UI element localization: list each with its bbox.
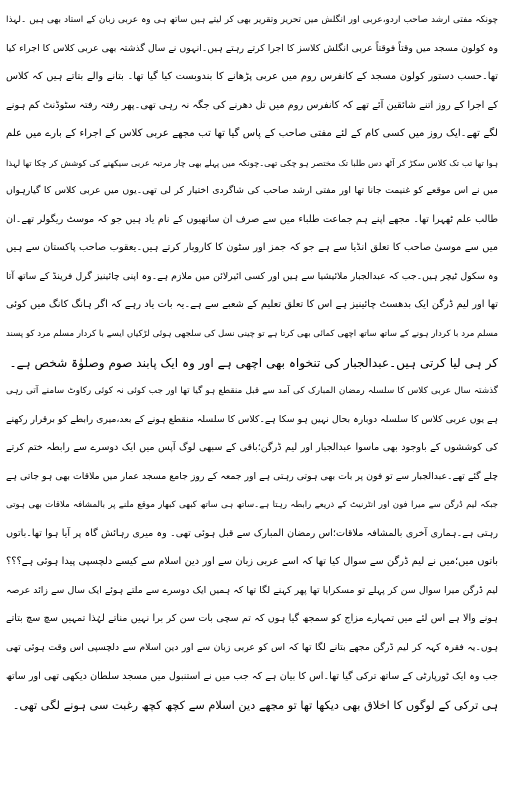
- text-line-20: باتوں میں؛میں نے لیم ڈرگن سے سوال کیا تھا کہ اسے عربی زبان سے اور دین اسلام سے کیسے دلچسپی پیدا ہوئی ہے؟؟؟: [6, 556, 498, 568]
- text-line-16: کی کوششوں کے باوجود بھی ماسوا عبدالجبار اور لیم ڈرگن؛باقی کے سبھی لوگ آپس میں ایک دوسرے سے رابطہ ختم کرتے: [6, 442, 498, 454]
- text-line-11: تھا اور لیم ڈرگن ایک بدھسٹ چائینیز ہے اس کا تعلق تعلیم کے شعبے سے ہے۔یہ بات یاد رہے کہ اگر ہانگ کانگ میں کوئی: [6, 299, 498, 311]
- text-line-3: تھا۔حسب دستور کولون مسجد کے کانفرس روم میں عربی پڑھانے کا بندوبست کیا گیا تھا۔ بتانے والے بتاتے ہیں کہ کلاس: [6, 71, 498, 83]
- text-line-24: جب وہ ایک ٹورپارٹی کے ساتھ ترکی گیا تھا۔اس کا بیان ہے کہ جب میں نے استنبول میں مسجد سلطان دیکھی تھی اور ساتھ: [6, 670, 498, 682]
- text-line-25: ہی ترکی کے لوگوں کا اخلاق بھی دیکھا تھا تو مجھے دین اسلام سے کچھ کچھ رغبت سی ہونے لگی تھی۔: [12, 698, 498, 713]
- text-line-10: وہ سکول ٹیچر ہیں۔جب کہ عبدالجبار ملائیشیا سے ہیں اور کسی ائیرلائن میں ملازم ہے۔وہ اپنی چائینیز گرل فرینڈ کے ساتھ آتا: [6, 270, 498, 282]
- text-line-8: طالب علم ٹھہرا تھا۔ مجھے اپنے ہم جماعت طلباء میں سے صرف ان ساتھیوں کے نام یاد ہیں جو کہ موسٹ ریگولر تھے۔ان: [6, 213, 498, 225]
- text-line-14: گذشتہ سال عربی کلاس کا سلسلہ رمضان المبارک کی آمد سے قبل منقطع ہو گیا تھا اور جب کوئی نہ کوئی رکاوٹ سامنے آتی رہی: [6, 386, 498, 397]
- text-line-1: چونکہ مفتی ارشد صاحب اردو،عربی اور انگلش میں تحریر وتقریر بھی کر لیتے ہیں ساتھ ہی وہ عربی زبان کے استاد بھی ہیں ۔لہذا: [6, 15, 498, 25]
- text-line-15: ہے یوں عربی کلاس کا سلسلہ دوبارہ بحال نہیں ہو سکا ہے۔کلاس کا سلسلہ منقطع ہونے کے بعد،میری رابطے کو برقرار رکھنے: [6, 413, 498, 425]
- text-line-21: لیم ڈرگن میرا سوال سن کر پہلے تو مسکرایا تھا پھر کہنے لگا تھا کہ ہمیں ایک دوسرے سے ملتے ہوئے ایک سال سے زائد عرصہ: [6, 584, 498, 596]
- text-line-6: ہوا تھا تب تک کلاس سکڑ کر آٹھ دس طلبا تک مختصر ہو چکی تھی۔چونکہ میں پہلے بھی چار مرتبہ عربی سیکھنے کی کوشش کر چکا تھا لہذا: [6, 157, 498, 168]
- text-line-12: مسلم مرد با کردار ہونے کے ساتھ ساتھ اچھی کمائی بھی کرتا ہے تو چینی نسل کی سلجھی ہوئی لڑکیاں ایسے با کردار مسلم مرد کو پسند: [6, 329, 498, 340]
- text-line-5: لگے تھے۔ایک روز میں کسی کام کے لئے مفتی صاحب کے پاس گیا تھا تب مجھے عربی کلاس کے اجراء کے بارے میں علم: [6, 128, 498, 140]
- text-line-4: کے اجرا کے روز اتنے شائقین آئے تھے کہ کانفرس روم میں تل دھرنے کی جگہ نہ رہی تھی۔پھر رفتہ رفتہ سٹوڈنٹ کم ہونے: [6, 99, 498, 111]
- text-line-18: جبکہ لیم ڈرگن سے میرا فون اور انٹرنیٹ کے ذریعے رابطہ رہتا ہے۔ساتھ ہی ساتھ کبھی کبھار موقع ملنے پر بالمشافہ ملاقات بھی ہوتی: [6, 500, 498, 511]
- text-line-13: کر ہی لیا کرتی ہیں۔عبدالجبار کی تنخواہ بھی اچھی ہے اور وہ ایک پابند صوم وصلوٰۃ شخص ہے۔: [9, 355, 498, 370]
- text-line-22: ہونے والا ہے اس لئے میں تمہارے مزاج کو سمجھ گیا ہوں کہ تم سچی بات سن کر برا نہیں مناتے لہٰذا تمہیں سچ سچ بتاتے: [6, 613, 498, 625]
- text-line-9: میں سے موسیٰ صاحب کا تعلق انڈیا سے ہے جو کہ جمز اور سٹون کا کاروبار کرتے ہیں۔یعقوب صاحب پاکستان سے ہیں: [6, 242, 498, 254]
- text-line-2: وہ کولون مسجد میں وقتاً فوقتاً عربی انگلش کلاسز کا اجرا کرتے رہتے ہیں۔انہوں نے سال گذشتہ بھی عربی کلاس کا اجراء کیا: [6, 42, 498, 54]
- text-line-7: میں نے اس موقعے کو غنیمت جانا تھا اور مفتی ارشد صاحب کی شاگردی اختیار کر لی تھی۔یوں میں عربی کلاس کا گیارہواں: [6, 185, 498, 197]
- text-line-17: چلے گئے تھے۔عبدالجبار سے تو فون پر بات بھی ہوتی رہتی ہے اور جمعہ کے روز جامع مسجد عمار میں ملاقات بھی ہو جاتی ہے: [6, 470, 498, 482]
- urdu-article-text: [6, 6, 498, 720]
- text-line-19: رہتی ہے۔ہماری آخری بالمشافہ ملاقات؛اس رمضان المبارک سے قبل ہوئی تھی۔ وہ میری رہائش گاہ پر آیا ہوا تھا۔باتوں: [6, 527, 498, 539]
- text-line-23: ہوں۔یہ فقرہ کہہ کر لیم ڈرگن مجھے بتانے لگا تھا کہ اس کو عربی زبان سے اور دین اسلام سے دلچسپی اس وقت ہوئی تھی: [6, 642, 498, 654]
